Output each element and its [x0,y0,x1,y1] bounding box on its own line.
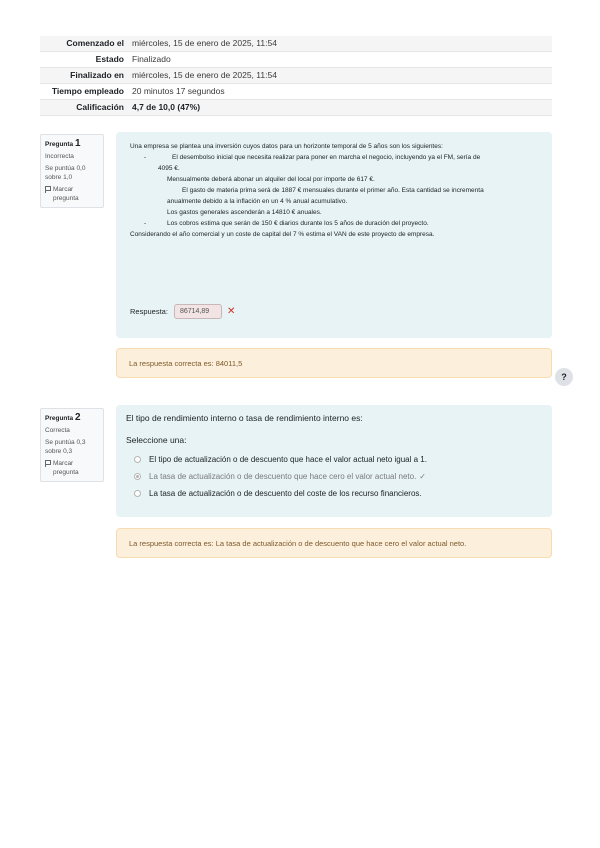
flag-question-button[interactable] [45,459,99,477]
flag-icon [45,186,51,193]
question-bullet: Mensualmente deberá abonar un alquiler del local por importe de 617 €. [167,176,375,183]
question-score-max: sobre 0,3 [45,448,73,455]
flag-label: Marcar [53,460,74,467]
help-button[interactable]: ? [555,368,573,386]
summary-value: Finalizado [132,54,171,64]
answer-label: Respuesta: [130,307,168,316]
question-score: Se puntúa 0,0 [45,165,86,172]
summary-label: Tiempo empleado [51,86,124,96]
question-intro: El tipo de rendimiento interno o tasa de rendimiento interno es: [126,413,363,423]
question-2-info [40,408,104,482]
summary-value: 20 minutos 17 segundos [132,86,225,96]
question-number-value: 2 [74,412,81,423]
flag-label-2: pregunta [53,469,79,476]
question-intro: Una empresa se plantea una inversión cuyos datos para un horizonte temporal de 5 años son los siguientes: [130,143,443,150]
summary-label: Finalizado en [70,70,124,80]
question-2-feedback [116,528,552,558]
question-label: Pregunta [45,141,74,148]
flag-icon [45,460,51,467]
summary-label: Comenzado el [66,38,124,48]
question-text [116,132,552,240]
question-bullet: Los gastos generales ascenderán a 14810 € anuales. [167,209,322,216]
question-bullet-cont: anualmente debido a la inflación en un 4 % anual acumulativo. [167,198,348,205]
question-number-value: 1 [74,138,81,149]
flag-label: Marcar [53,186,74,193]
question-prompt: Considerando el año comercial y un coste de capital del 7 % estima el VAN de este proyecto de empresa. [130,231,435,238]
answer-input[interactable]: 86714,89 [174,304,222,319]
summary-label: Calificación [76,102,124,112]
question-number [45,413,99,423]
question-1-content [116,132,552,338]
attempt-summary-table [40,36,552,116]
question-score: Se puntúa 0,3 [45,439,86,446]
correct-check-icon: ✓ [419,472,426,481]
summary-label: Estado [95,54,124,64]
flag-label-2: pregunta [53,195,79,202]
question-bullet: El gasto de materia prima será de 1887 € mensuales durante el primer año. Esta cantidad se incrementa [182,187,484,194]
summary-row-started [40,36,552,52]
answer-row [130,304,235,319]
question-prompt: Seleccione una: [126,435,187,445]
option-label: La tasa de actualización o de descuento que hace cero el valor actual neto. [149,472,417,481]
answer-option[interactable] [126,451,542,468]
question-bullet-cont: 4095 €. [158,165,180,172]
question-status: Correcta [45,427,70,434]
question-2-content [116,405,552,517]
question-bullet: - El desembolso inicial que necesita realizar para poner en marcha el negocio, incluyendo ya el FM, sería de [130,152,538,163]
option-label: El tipo de actualización o de descuento que hace el valor actual neto igual a 1. [149,455,427,464]
question-1-info [40,134,104,208]
question-score-max: sobre 1,0 [45,174,73,181]
question-status: Incorrecta [45,153,74,160]
radio-button[interactable] [134,456,141,463]
summary-row-time [40,84,552,100]
summary-value: 4,7 de 10,0 (47%) [132,102,201,112]
incorrect-icon: ✕ [226,305,236,317]
answer-option-selected[interactable] [126,468,542,485]
summary-value: miércoles, 15 de enero de 2025, 11:54 [132,38,277,48]
question-label: Pregunta [45,415,74,422]
correct-answer-text: La respuesta correcta es: 84011,5 [129,358,243,368]
summary-row-finished [40,68,552,84]
answer-option[interactable] [126,485,542,502]
question-number [45,139,99,149]
summary-row-grade [40,100,552,116]
question-bullet: - Los cobros estima que serán de 150 € diarios durante los 5 años de duración del proyecto. [130,218,538,229]
radio-button[interactable] [134,490,141,497]
question-text [116,405,552,510]
flag-question-button[interactable] [45,185,99,203]
summary-row-state [40,52,552,68]
summary-value: miércoles, 15 de enero de 2025, 11:54 [132,70,277,80]
question-1-feedback [116,348,552,378]
correct-answer-text: La respuesta correcta es: La tasa de actualización o de descuento que hace cero el valor actual neto. [129,538,467,548]
option-label: La tasa de actualización o de descuento del coste de los recurso financieros. [149,489,422,498]
radio-button-checked[interactable] [134,473,141,480]
